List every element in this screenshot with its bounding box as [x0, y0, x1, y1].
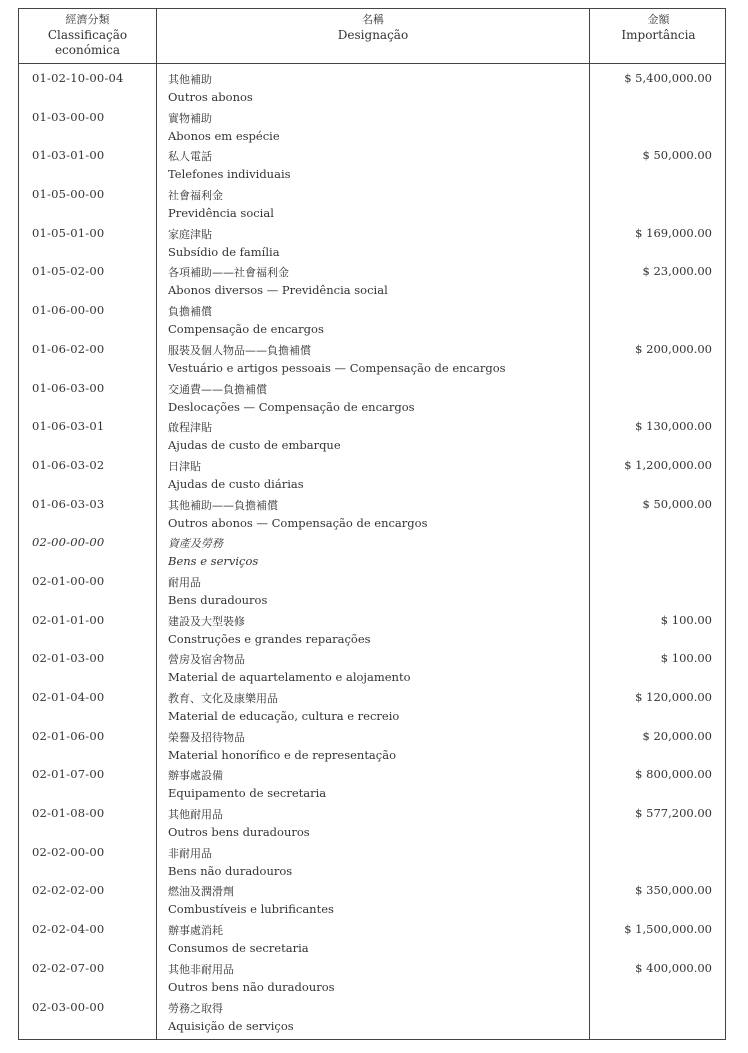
designation-zh: 日津貼: [168, 459, 201, 473]
amount-value: $ 577,200.00: [635, 806, 712, 821]
classification-code: 02-02-07-00: [32, 960, 105, 975]
designation-zh: 教育、文化及康樂用品: [168, 692, 278, 705]
amount-value: $ 100.00: [660, 651, 712, 666]
amount-value: $ 50,000.00: [642, 148, 712, 163]
header-designation-zh: 名稱: [362, 13, 384, 26]
designation-pt: Construções e grandes reparações: [168, 631, 371, 646]
table-row: [19, 146, 725, 185]
designation-pt: Vestuário e artigos pessoais — Compensação de encargos: [168, 360, 506, 375]
classification-code: 02-00-00-00: [32, 535, 105, 550]
amount-value: $ 20,000.00: [642, 728, 712, 743]
designation-zh: 各項補助——社會福利金: [168, 266, 289, 280]
designation-zh: 家庭津貼: [168, 227, 212, 241]
header-classification-pt-line1: Classificação: [47, 27, 128, 42]
classification-code: 01-06-03-02: [32, 457, 105, 472]
table-row: [19, 688, 725, 727]
classification-code: 02-02-02-00: [32, 883, 105, 898]
table-row: [19, 920, 725, 959]
classification-code: 01-06-03-01: [32, 419, 105, 434]
designation-pt: Outros bens duradouros: [168, 825, 310, 840]
designation-pt: Equipamento de secretaria: [168, 786, 327, 801]
table-row: [19, 881, 725, 920]
classification-code: 02-01-03-00: [32, 651, 105, 666]
header-classification-pt-line2: económica: [54, 43, 121, 57]
header-designation: [157, 12, 589, 43]
designation-pt: Outros bens não duradouros: [168, 979, 335, 994]
table-row: [19, 649, 725, 688]
classification-code: 02-02-00-00: [32, 844, 105, 859]
table-row: [19, 843, 725, 882]
amount-value: $ 350,000.00: [635, 883, 712, 898]
designation-pt: Bens e serviços: [168, 554, 259, 569]
amount-value: $ 1,500,000.00: [624, 922, 712, 937]
table-row: [19, 340, 725, 379]
designation-zh: 辦事處消耗: [168, 924, 223, 938]
table-row: [19, 262, 725, 301]
designation-pt: Abonos diversos — Previdência social: [168, 283, 388, 298]
designation-pt: Aquisição de serviços: [168, 1018, 294, 1033]
designation-pt: Bens duradouros: [168, 592, 268, 607]
table-row: [19, 301, 725, 340]
designation-pt: Abonos em espécie: [168, 128, 280, 143]
designation-pt: Telefones individuais: [168, 167, 291, 182]
classification-code: 02-01-04-00: [32, 690, 105, 704]
header-classification: [19, 12, 156, 59]
designation-pt: Material de educação, cultura e recreio: [168, 709, 400, 723]
designation-zh: 勞務之取得: [168, 1001, 223, 1015]
table-row: [19, 495, 725, 534]
table-row: [19, 69, 725, 108]
designation-zh: 其他非耐用品: [168, 962, 234, 976]
designation-pt: Subsídio de família: [168, 244, 280, 259]
designation-zh: 啟程津貼: [168, 421, 212, 435]
designation-pt: Ajudas de custo de embarque: [168, 438, 341, 453]
table-row: [19, 379, 725, 418]
amount-value: $ 800,000.00: [635, 767, 712, 782]
designation-zh: 其他補助——負擔補償: [168, 498, 278, 512]
designation-zh: 非耐用品: [168, 846, 212, 860]
budget-table: [18, 8, 726, 1040]
header-amount-pt: Importância: [621, 27, 696, 42]
header-designation-pt: Designação: [337, 27, 409, 42]
classification-code: 01-05-01-00: [32, 225, 105, 240]
classification-code: 01-05-00-00: [32, 187, 105, 202]
designation-zh: 資產及勞務: [168, 537, 223, 551]
amount-value: $ 1,200,000.00: [624, 457, 712, 472]
designation-zh: 服裝及個人物品——負擔補償: [168, 343, 311, 357]
amount-value: $ 130,000.00: [635, 419, 712, 434]
table-row: [19, 727, 725, 766]
designation-pt: Previdência social: [168, 206, 274, 221]
designation-zh: 負擔補償: [168, 305, 212, 319]
classification-code: 02-02-04-00: [32, 922, 105, 937]
designation-pt: Consumos de secretaria: [168, 941, 309, 956]
designation-zh: 辦事處設備: [168, 769, 223, 783]
designation-pt: Ajudas de custo diárias: [168, 476, 304, 491]
amount-value: $ 169,000.00: [635, 225, 712, 240]
classification-code: 02-01-01-00: [32, 612, 105, 627]
table-row: [19, 108, 725, 147]
table-row: [19, 611, 725, 650]
designation-pt: Combustíveis e lubrificantes: [168, 902, 334, 917]
designation-pt: Material de aquartelamento e alojamento: [168, 670, 411, 685]
amount-value: $ 50,000.00: [642, 496, 712, 511]
header-classification-zh: 經濟分類: [65, 13, 110, 26]
classification-code: 01-06-02-00: [32, 341, 105, 356]
header-amount: [590, 12, 727, 43]
designation-zh: 實物補助: [168, 111, 212, 125]
classification-code: 01-03-00-00: [32, 109, 105, 124]
amount-value: $ 100.00: [660, 612, 712, 627]
amount-value: $ 23,000.00: [642, 264, 712, 279]
designation-pt: Outros abonos: [168, 90, 253, 104]
classification-code: 01-06-03-03: [32, 496, 105, 511]
amount-value: $ 5,400,000.00: [624, 71, 712, 85]
designation-pt: Deslocações — Compensação de encargos: [168, 399, 415, 414]
header-amount-zh: 金額: [647, 13, 670, 26]
classification-code: 02-01-00-00: [32, 573, 105, 588]
designation-pt: Bens não duradouros: [168, 863, 293, 878]
designation-zh: 營房及宿舍物品: [168, 653, 245, 667]
classification-code: 02-01-06-00: [32, 728, 105, 743]
designation-zh: 私人電話: [168, 150, 212, 164]
designation-zh: 其他補助: [168, 73, 212, 86]
table-row: [19, 185, 725, 224]
table-row: [19, 533, 725, 572]
designation-pt: Compensação de encargos: [168, 322, 324, 337]
designation-zh: 燃油及潤滑劑: [168, 885, 234, 899]
classification-code: 01-03-01-00: [32, 148, 105, 163]
classification-code: 01-06-03-00: [32, 380, 105, 395]
table-row: [19, 765, 725, 804]
classification-code: 02-01-07-00: [32, 767, 105, 782]
table-row: [19, 959, 725, 998]
classification-code: 02-03-00-00: [32, 999, 105, 1014]
classification-code: 01-05-02-00: [32, 264, 105, 279]
table-row: [19, 417, 725, 456]
amount-value: $ 120,000.00: [635, 690, 712, 704]
table-row: [19, 572, 725, 611]
amount-value: $ 200,000.00: [635, 341, 712, 356]
designation-zh: 交通費——負擔補償: [168, 382, 267, 396]
designation-zh: 耐用品: [168, 575, 201, 589]
table-row: [19, 804, 725, 843]
designation-zh: 社會福利金: [168, 189, 223, 203]
amount-value: $ 400,000.00: [635, 960, 712, 975]
table-body: [19, 69, 725, 1036]
designation-zh: 其他耐用品: [168, 808, 223, 822]
table-row: [19, 224, 725, 263]
designation-zh: 建設及大型裝修: [168, 614, 245, 628]
table-row: [19, 998, 725, 1037]
classification-code: 01-06-00-00: [32, 303, 105, 318]
designation-zh: 榮譽及招待物品: [168, 730, 245, 744]
header-divider: [19, 63, 725, 64]
table-row: [19, 456, 725, 495]
classification-code: 01-02-10-00-04: [32, 71, 124, 85]
classification-code: 02-01-08-00: [32, 806, 105, 821]
designation-pt: Material honorífico e de representação: [168, 747, 397, 762]
designation-pt: Outros abonos — Compensação de encargos: [168, 515, 428, 530]
